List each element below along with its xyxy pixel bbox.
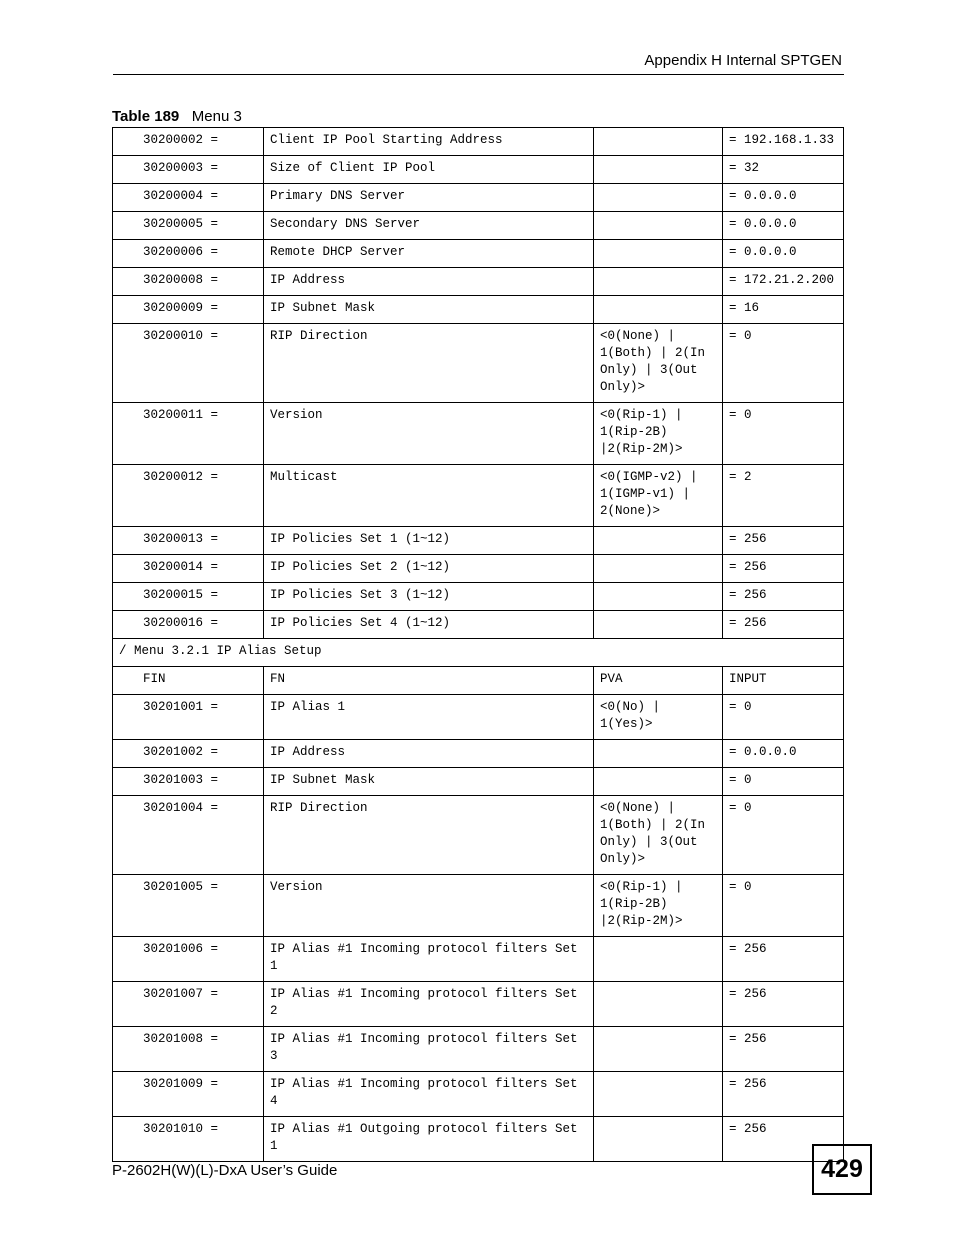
pva-cell: <0(IGMP-v2) | 1(IGMP-v1) | 2(None)> — [594, 465, 723, 527]
input-cell: = 256 — [723, 611, 844, 639]
fn-cell: IP Alias #1 Incoming protocol filters Set 1 — [264, 937, 594, 982]
table-row — [113, 268, 844, 296]
table-row — [113, 212, 844, 240]
fin-cell: 30200011 = — [113, 403, 264, 465]
fin-cell: 30200013 = — [113, 527, 264, 555]
pva-cell — [594, 240, 723, 268]
fin-cell: 30201009 = — [113, 1072, 264, 1117]
fn-cell: FN — [264, 667, 594, 695]
input-cell: = 256 — [723, 1117, 844, 1162]
fin-cell: 30200004 = — [113, 184, 264, 212]
pva-cell — [594, 611, 723, 639]
pva-cell — [594, 555, 723, 583]
pva-cell: <0(Rip-1) | 1(Rip-2B) |2(Rip-2M)> — [594, 403, 723, 465]
pva-cell — [594, 768, 723, 796]
fn-cell: Size of Client IP Pool — [264, 156, 594, 184]
table-row — [113, 184, 844, 212]
fn-cell: IP Subnet Mask — [264, 296, 594, 324]
pva-cell — [594, 1072, 723, 1117]
fn-cell: IP Alias #1 Incoming protocol filters Set 2 — [264, 982, 594, 1027]
fn-cell: IP Address — [264, 268, 594, 296]
table-row — [113, 296, 844, 324]
fin-cell: 30201006 = — [113, 937, 264, 982]
input-cell: = 32 — [723, 156, 844, 184]
table-row — [113, 1072, 844, 1117]
table-row — [113, 611, 844, 639]
pva-cell: PVA — [594, 667, 723, 695]
menu-table — [112, 127, 844, 1162]
fin-cell: FIN — [113, 667, 264, 695]
pva-cell: <0(Rip-1) | 1(Rip-2B) |2(Rip-2M)> — [594, 875, 723, 937]
input-cell: = 172.21.2.200 — [723, 268, 844, 296]
page-number: 429 — [812, 1144, 872, 1195]
pva-cell: <0(No) | 1(Yes)> — [594, 695, 723, 740]
fin-cell: 30201010 = — [113, 1117, 264, 1162]
pva-cell — [594, 527, 723, 555]
table-row — [113, 403, 844, 465]
footer-guide-title: P-2602H(W)(L)-DxA User’s Guide — [112, 1162, 338, 1179]
fn-cell: IP Alias #1 Incoming protocol filters Set 3 — [264, 1027, 594, 1072]
fin-cell: 30200008 = — [113, 268, 264, 296]
fin-cell: 30200003 = — [113, 156, 264, 184]
fin-cell: 30200010 = — [113, 324, 264, 403]
fn-cell: RIP Direction — [264, 324, 594, 403]
pva-cell — [594, 982, 723, 1027]
fn-cell: Version — [264, 403, 594, 465]
section-row — [113, 639, 844, 667]
pva-cell — [594, 583, 723, 611]
pva-cell: <0(None) | 1(Both) | 2(In Only) | 3(Out Only)> — [594, 324, 723, 403]
input-cell: = 0.0.0.0 — [723, 240, 844, 268]
fin-cell: 30201004 = — [113, 796, 264, 875]
table-row — [113, 128, 844, 156]
input-cell: = 256 — [723, 1072, 844, 1117]
table-caption-title: Menu 3 — [191, 108, 242, 125]
fn-cell: Client IP Pool Starting Address — [264, 128, 594, 156]
pva-cell — [594, 740, 723, 768]
table-row — [113, 768, 844, 796]
input-cell: = 0 — [723, 768, 844, 796]
fin-cell: 30201008 = — [113, 1027, 264, 1072]
input-cell: = 0.0.0.0 — [723, 184, 844, 212]
fin-cell: 30200014 = — [113, 555, 264, 583]
table-caption — [112, 108, 242, 125]
fn-cell: Primary DNS Server — [264, 184, 594, 212]
fin-cell: 30200009 = — [113, 296, 264, 324]
table-row — [113, 796, 844, 875]
fn-cell: IP Subnet Mask — [264, 768, 594, 796]
running-header: Appendix H Internal SPTGEN — [644, 52, 842, 69]
fn-cell: RIP Direction — [264, 796, 594, 875]
input-cell: = 0 — [723, 875, 844, 937]
input-cell: = 256 — [723, 527, 844, 555]
input-cell: = 256 — [723, 937, 844, 982]
fn-cell: IP Policies Set 1 (1~12) — [264, 527, 594, 555]
table-row — [113, 937, 844, 982]
pva-cell — [594, 128, 723, 156]
fn-cell: IP Alias #1 Outgoing protocol filters Set 1 — [264, 1117, 594, 1162]
fin-cell: 30200012 = — [113, 465, 264, 527]
pva-cell: <0(None) | 1(Both) | 2(In Only) | 3(Out Only)> — [594, 796, 723, 875]
fin-cell: 30201003 = — [113, 768, 264, 796]
fn-cell: IP Alias #1 Incoming protocol filters Set 4 — [264, 1072, 594, 1117]
input-cell: = 0 — [723, 403, 844, 465]
fin-cell: 30201007 = — [113, 982, 264, 1027]
table-row — [113, 695, 844, 740]
fin-cell: 30201005 = — [113, 875, 264, 937]
fn-cell: Multicast — [264, 465, 594, 527]
input-cell: = 256 — [723, 982, 844, 1027]
table-row — [113, 875, 844, 937]
fn-cell: IP Address — [264, 740, 594, 768]
fn-cell: Secondary DNS Server — [264, 212, 594, 240]
fn-cell: Remote DHCP Server — [264, 240, 594, 268]
input-cell: = 192.168.1.33 — [723, 128, 844, 156]
pva-cell — [594, 1117, 723, 1162]
input-cell: = 0.0.0.0 — [723, 740, 844, 768]
fin-cell: 30201002 = — [113, 740, 264, 768]
fin-cell: 30200015 = — [113, 583, 264, 611]
table-caption-label: Table 189 — [112, 108, 180, 125]
pva-cell — [594, 268, 723, 296]
input-cell: = 0.0.0.0 — [723, 212, 844, 240]
fn-cell: Version — [264, 875, 594, 937]
fn-cell: IP Policies Set 2 (1~12) — [264, 555, 594, 583]
pva-cell — [594, 212, 723, 240]
input-cell: = 0 — [723, 695, 844, 740]
header-rule — [113, 74, 844, 75]
fn-cell: IP Alias 1 — [264, 695, 594, 740]
pva-cell — [594, 184, 723, 212]
fin-cell: 30200005 = — [113, 212, 264, 240]
menu-table-body — [113, 128, 844, 1162]
table-row — [113, 240, 844, 268]
table-row — [113, 667, 844, 695]
pva-cell — [594, 156, 723, 184]
table-row — [113, 1027, 844, 1072]
input-cell: = 256 — [723, 1027, 844, 1072]
fin-cell: 30200006 = — [113, 240, 264, 268]
input-cell: = 256 — [723, 555, 844, 583]
fn-cell: IP Policies Set 3 (1~12) — [264, 583, 594, 611]
input-cell: = 16 — [723, 296, 844, 324]
fn-cell: IP Policies Set 4 (1~12) — [264, 611, 594, 639]
pva-cell — [594, 1027, 723, 1072]
input-cell: = 256 — [723, 583, 844, 611]
table-row — [113, 982, 844, 1027]
table-row — [113, 324, 844, 403]
table-row — [113, 156, 844, 184]
input-cell: = 0 — [723, 324, 844, 403]
fin-cell: 30201001 = — [113, 695, 264, 740]
table-row — [113, 740, 844, 768]
input-cell: INPUT — [723, 667, 844, 695]
table-row — [113, 1117, 844, 1162]
pva-cell — [594, 296, 723, 324]
fin-cell: 30200016 = — [113, 611, 264, 639]
table-row — [113, 527, 844, 555]
fin-cell: 30200002 = — [113, 128, 264, 156]
table-row — [113, 465, 844, 527]
table-row — [113, 583, 844, 611]
input-cell: = 0 — [723, 796, 844, 875]
table-row — [113, 555, 844, 583]
section-cell: / Menu 3.2.1 IP Alias Setup — [113, 639, 844, 667]
input-cell: = 2 — [723, 465, 844, 527]
pva-cell — [594, 937, 723, 982]
